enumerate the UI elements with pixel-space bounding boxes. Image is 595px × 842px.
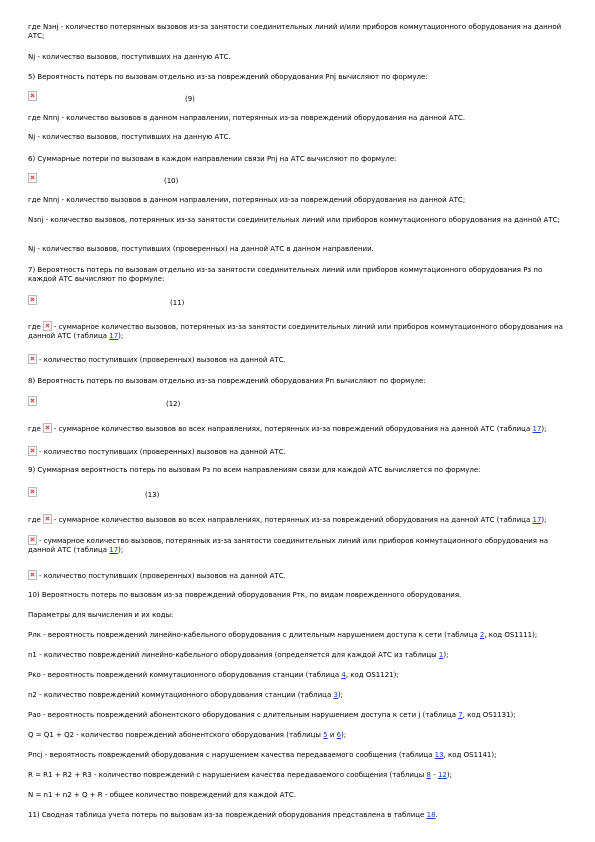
- image-placeholder-icon: [28, 446, 37, 456]
- link-table-3[interactable]: 3: [333, 691, 338, 699]
- link-table-6[interactable]: 6: [336, 731, 342, 739]
- paragraph-item-7: 7) Вероятность потерь по вызовам отдельно из-за занятости соединительных линий или приборов коммутационного оборудования Pз по каждой АТС вычисляют по формуле:: [28, 266, 543, 283]
- formula-10-image-icon: [28, 173, 37, 183]
- formula-13-image-icon: [28, 487, 37, 497]
- paragraph-def-n: - количество поступивших (проверенных) вызовов на данной АТС.: [28, 354, 569, 365]
- image-placeholder-icon: [28, 535, 37, 545]
- paragraph-def-n: - количество поступивших (проверенных) вызовов на данной АТС.: [28, 446, 569, 457]
- paragraph-item-9: 9) Суммарная вероятность потерь по вызовам Pз по всем направлениям связи для каждой АТС вычисляется по формуле:: [28, 466, 481, 474]
- link-table-2[interactable]: 2: [479, 631, 485, 639]
- paragraph-definition-npn: где Nпnj - количество вызовов в данном направлении, потерянных из-за повреждений оборудования на данной АТС.: [28, 114, 466, 122]
- equation-number: (10): [164, 177, 179, 185]
- param-pps: Pпсj - вероятность повреждений оборудования с нарушением качества передаваемого сообщения (таблица 13, код OS1141);: [28, 751, 497, 759]
- link-table-4[interactable]: 4: [341, 671, 346, 679]
- link-table-18[interactable]: 18: [426, 811, 436, 819]
- paragraph-def-n: - количество поступивших (проверенных) вызовов на данной АТС.: [28, 570, 569, 581]
- paragraph-where-sum-nz: где - суммарное количество вызовов, потерянных из-за занятости соединительных линий или приборов коммутационного оборудования на данной АТС (таблица 17);: [28, 323, 563, 340]
- paragraph-definition-nzn: Nзnj - количество вызовов, потерянных из-за занятости соединительных линий или приборов коммутационного оборудования на данной АТС;: [28, 216, 560, 224]
- equation-number: (9): [185, 95, 195, 103]
- link-table-8[interactable]: 8: [426, 771, 431, 779]
- paragraph-sum-nz: - суммарное количество вызовов, потерянных из-за занятости соединительных линий или приборов коммутационного оборудования на данной АТС (таблица 17);: [28, 537, 549, 554]
- link-table-7[interactable]: 7: [458, 711, 463, 719]
- paragraph-item-6: 6) Суммарные потери по вызовам в каждом направлении связи Pnj на АТС вычисляют по формуле:: [28, 155, 397, 163]
- param-n2: n2 - количество повреждений коммутационного оборудования станции (таблица 3);: [28, 691, 344, 699]
- param-pko: Pко - вероятность повреждений коммутационного оборудования станции (таблица 4, код OS1121);: [28, 671, 399, 679]
- param-n-total: N = n1 + n2 + Q + R - общее количество повреждений для каждой АТС.: [28, 791, 296, 799]
- paragraph-item-10: 10) Вероятность потерь по вызовам из-за повреждений оборудования Pтк, по видам поврежденного оборудования.: [28, 591, 462, 599]
- link-table-1[interactable]: 1: [438, 651, 444, 659]
- param-q: Q = Q1 + Q2 - количество повреждений абонентского оборудования (таблицы 5 и 6);: [28, 731, 347, 739]
- paragraph-item-8: 8) Вероятность потерь по вызовам отдельно из-за повреждений оборудования Pп вычисляют по формуле:: [28, 377, 426, 385]
- paragraph-definition-nj: Nj - количество вызовов, поступивших (проверенных) на данной АТС в данном направлении.: [28, 245, 374, 253]
- link-table-5[interactable]: 5: [323, 731, 328, 739]
- link-table-17[interactable]: 17: [109, 332, 119, 340]
- formula-11-image-icon: [28, 295, 37, 305]
- image-placeholder-icon: [43, 321, 52, 331]
- param-plk: Pлк - вероятность повреждений линейно-кабельного оборудования с длительным нарушением доступа к сети (таблица 2, код OS1111);: [28, 631, 538, 639]
- link-table-13[interactable]: 13: [434, 751, 444, 759]
- link-table-17[interactable]: 17: [532, 516, 542, 524]
- image-placeholder-icon: [28, 570, 37, 580]
- image-placeholder-icon: [28, 354, 37, 364]
- paragraph-where-sum-np: где - суммарное количество вызовов во всех направлениях, потерянных из-за повреждений оборудования на данной АТС (таблица 17);: [28, 516, 547, 524]
- link-table-12[interactable]: 12: [437, 771, 447, 779]
- image-placeholder-icon: [43, 514, 52, 524]
- image-placeholder-icon: [43, 423, 52, 433]
- formula-9-image-icon: [28, 91, 37, 101]
- paragraph-item-11: 11) Сводная таблица учета потерь по вызовам из-за повреждений оборудования представлена в таблице 18.: [28, 811, 438, 819]
- paragraph-definition-nzn: где Nзнj - количество потерянных вызовов из-за занятости соединительных линий и/или приборов коммутационного оборудования на данной АТС;: [28, 23, 562, 40]
- param-n1: n1 - количество повреждений линейно-кабельного оборудования (определяется для каждой АТС из таблицы 1);: [28, 651, 449, 659]
- paragraph-definition-nj: Nj - количество вызовов, поступивших на данную АТС.: [28, 53, 231, 61]
- paragraph-where-sum-np: где - суммарное количество вызовов во всех направлениях, потерянных из-за повреждений оборудования на данной АТС (таблица 17);: [28, 425, 547, 433]
- paragraph-definition-nj: Nj - количество вызовов, поступивших на данную АТС.: [28, 133, 231, 141]
- link-table-17[interactable]: 17: [532, 425, 542, 433]
- paragraph-params-heading: Параметры для вычисления и их коды:: [28, 611, 174, 619]
- equation-number: (11): [170, 299, 185, 307]
- paragraph-definition-npn: где Nпnj - количество вызовов в данном направлении, потерянных из-за повреждений оборудования на данной АТС;: [28, 196, 466, 204]
- formula-12-image-icon: [28, 396, 37, 406]
- link-table-17[interactable]: 17: [109, 546, 119, 554]
- paragraph-item-5: 5) Вероятность потерь по вызовам отдельно из-за повреждений оборудования Pпj вычисляют по формуле:: [28, 73, 428, 81]
- equation-number: (12): [166, 400, 181, 408]
- param-r: R = R1 + R2 + R3 - количество повреждений с нарушением качества передаваемого сообщения (таблицы 8 - 12);: [28, 771, 452, 779]
- equation-number: (13): [145, 491, 160, 499]
- param-pao: Pао - вероятность повреждений абонентского оборудования с длительным нарушением доступа к сети j (таблица 7, код OS1131);: [28, 711, 516, 719]
